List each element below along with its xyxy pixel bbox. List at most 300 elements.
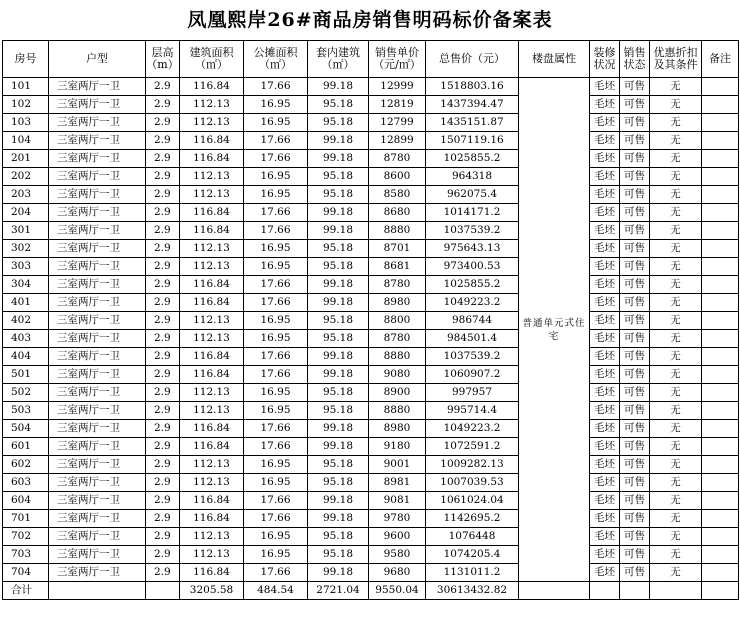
cell-total-price: 1435151.87 [426,114,519,132]
cell-discount: 无 [650,438,702,456]
cell-unit-price: 9580 [369,546,426,564]
cell-type: 三室两厅一卫 [49,204,146,222]
cell-discount: 无 [650,132,702,150]
cell-remark [702,222,739,240]
cell-remark [702,348,739,366]
cell-floor-height: 2.9 [146,132,180,150]
table-row [3,114,739,132]
totals-inner-area: 2721.04 [308,582,369,600]
table-row [3,168,739,186]
totals-empty-cell [702,582,739,600]
cell-total-price: 962075.4 [426,186,519,204]
cell-unit-price: 8980 [369,294,426,312]
cell-floor-height: 2.9 [146,312,180,330]
cell-decoration: 毛坯 [590,348,620,366]
totals-label: 合计 [3,582,49,600]
cell-sale-status: 可售 [620,564,650,582]
cell-sale-status: 可售 [620,474,650,492]
cell-sale-status: 可售 [620,456,650,474]
cell-room: 202 [3,168,49,186]
table-row [3,348,739,366]
table-row [3,384,739,402]
cell-building-area: 116.84 [180,150,244,168]
cell-total-price: 1037539.2 [426,222,519,240]
cell-total-price: 1049223.2 [426,420,519,438]
cell-room: 103 [3,114,49,132]
document-title: 凤凰熙岸26#商品房销售明码标价备案表 [187,9,553,31]
cell-room: 302 [3,240,49,258]
cell-sale-status: 可售 [620,132,650,150]
cell-inner-area: 99.18 [308,348,369,366]
cell-shared-area: 17.66 [244,204,308,222]
cell-type: 三室两厅一卫 [49,564,146,582]
cell-inner-area: 99.18 [308,276,369,294]
cell-building-area: 112.13 [180,528,244,546]
cell-unit-price: 9081 [369,492,426,510]
cell-discount: 无 [650,564,702,582]
table-row [3,402,739,420]
cell-sale-status: 可售 [620,276,650,294]
cell-floor-height: 2.9 [146,222,180,240]
cell-building-area: 116.84 [180,420,244,438]
cell-sale-status: 可售 [620,204,650,222]
table-body [3,78,739,582]
cell-floor-height: 2.9 [146,330,180,348]
cell-unit-price: 8880 [369,402,426,420]
cell-type: 三室两厅一卫 [49,456,146,474]
cell-sale-status: 可售 [620,528,650,546]
cell-building-area: 116.84 [180,204,244,222]
cell-room: 604 [3,492,49,510]
cell-remark [702,168,739,186]
cell-inner-area: 95.18 [308,402,369,420]
cell-total-price: 1061024.04 [426,492,519,510]
cell-unit-price: 9080 [369,366,426,384]
cell-sale-status: 可售 [620,186,650,204]
cell-total-price: 997957 [426,384,519,402]
cell-unit-price: 9780 [369,510,426,528]
cell-shared-area: 17.66 [244,132,308,150]
cell-decoration: 毛坯 [590,474,620,492]
cell-unit-price: 8981 [369,474,426,492]
cell-total-price: 1131011.2 [426,564,519,582]
cell-sale-status: 可售 [620,96,650,114]
cell-building-area: 116.84 [180,222,244,240]
cell-room: 104 [3,132,49,150]
cell-decoration: 毛坯 [590,204,620,222]
cell-discount: 无 [650,492,702,510]
cell-remark [702,204,739,222]
cell-total-price: 1014171.2 [426,204,519,222]
cell-discount: 无 [650,96,702,114]
cell-room: 304 [3,276,49,294]
cell-inner-area: 95.18 [308,528,369,546]
cell-total-price: 1142695.2 [426,510,519,528]
cell-remark [702,546,739,564]
cell-building-area: 112.13 [180,114,244,132]
cell-decoration: 毛坯 [590,456,620,474]
cell-shared-area: 16.95 [244,546,308,564]
cell-inner-area: 95.18 [308,384,369,402]
cell-floor-height: 2.9 [146,402,180,420]
cell-discount: 无 [650,330,702,348]
cell-floor-height: 2.9 [146,564,180,582]
table-row [3,330,739,348]
cell-type: 三室两厅一卫 [49,330,146,348]
cell-total-price: 1518803.16 [426,78,519,96]
cell-type: 三室两厅一卫 [49,402,146,420]
cell-shared-area: 17.66 [244,564,308,582]
cell-unit-price: 12799 [369,114,426,132]
cell-type: 三室两厅一卫 [49,186,146,204]
table-row [3,96,739,114]
cell-shared-area: 16.95 [244,330,308,348]
cell-room: 502 [3,384,49,402]
cell-decoration: 毛坯 [590,438,620,456]
cell-building-area: 116.84 [180,276,244,294]
cell-type: 三室两厅一卫 [49,114,146,132]
cell-floor-height: 2.9 [146,276,180,294]
table-row [3,528,739,546]
cell-inner-area: 95.18 [308,186,369,204]
cell-shared-area: 17.66 [244,294,308,312]
cell-discount: 无 [650,258,702,276]
cell-room: 301 [3,222,49,240]
cell-type: 三室两厅一卫 [49,528,146,546]
cell-inner-area: 99.18 [308,78,369,96]
cell-total-price: 1074205.4 [426,546,519,564]
table-row [3,78,739,96]
cell-unit-price: 8780 [369,150,426,168]
cell-type: 三室两厅一卫 [49,348,146,366]
header-shared-area: 公摊面积（㎡） [244,41,308,78]
table-row [3,456,739,474]
header-total-price: 总售价（元） [426,41,519,78]
cell-remark [702,402,739,420]
cell-floor-height: 2.9 [146,420,180,438]
cell-room: 603 [3,474,49,492]
cell-building-area: 116.84 [180,492,244,510]
cell-room: 102 [3,96,49,114]
cell-shared-area: 17.66 [244,438,308,456]
table-row [3,204,739,222]
cell-type: 三室两厅一卫 [49,168,146,186]
cell-shared-area: 16.95 [244,258,308,276]
cell-shared-area: 16.95 [244,168,308,186]
cell-total-price: 1060907.2 [426,366,519,384]
cell-decoration: 毛坯 [590,564,620,582]
cell-building-area: 116.84 [180,348,244,366]
cell-inner-area: 99.18 [308,294,369,312]
cell-remark [702,492,739,510]
cell-shared-area: 16.95 [244,528,308,546]
cell-property: 普通单元式住宅 [519,78,590,582]
cell-type: 三室两厅一卫 [49,240,146,258]
cell-type: 三室两厅一卫 [49,384,146,402]
cell-inner-area: 95.18 [308,456,369,474]
cell-decoration: 毛坯 [590,384,620,402]
cell-decoration: 毛坯 [590,168,620,186]
cell-decoration: 毛坯 [590,492,620,510]
totals-empty-cell [590,582,620,600]
cell-shared-area: 16.95 [244,384,308,402]
cell-floor-height: 2.9 [146,528,180,546]
cell-total-price: 1507119.16 [426,132,519,150]
cell-decoration: 毛坯 [590,366,620,384]
cell-discount: 无 [650,240,702,258]
cell-unit-price: 12899 [369,132,426,150]
table-row [3,258,739,276]
cell-type: 三室两厅一卫 [49,258,146,276]
cell-floor-height: 2.9 [146,78,180,96]
cell-inner-area: 99.18 [308,222,369,240]
cell-floor-height: 2.9 [146,204,180,222]
table-row [3,564,739,582]
cell-floor-height: 2.9 [146,456,180,474]
cell-total-price: 975643.13 [426,240,519,258]
cell-inner-area: 99.18 [308,492,369,510]
totals-empty-cell [49,582,146,600]
table-row [3,132,739,150]
cell-remark [702,132,739,150]
cell-discount: 无 [650,546,702,564]
cell-type: 三室两厅一卫 [49,510,146,528]
cell-remark [702,528,739,546]
cell-shared-area: 16.95 [244,402,308,420]
cell-discount: 无 [650,528,702,546]
cell-type: 三室两厅一卫 [49,222,146,240]
cell-building-area: 112.13 [180,96,244,114]
cell-discount: 无 [650,402,702,420]
cell-shared-area: 16.95 [244,456,308,474]
cell-room: 501 [3,366,49,384]
cell-inner-area: 95.18 [308,474,369,492]
cell-unit-price: 8680 [369,204,426,222]
cell-sale-status: 可售 [620,294,650,312]
cell-building-area: 116.84 [180,510,244,528]
cell-remark [702,186,739,204]
cell-total-price: 984501.4 [426,330,519,348]
cell-remark [702,510,739,528]
cell-sale-status: 可售 [620,510,650,528]
cell-type: 三室两厅一卫 [49,546,146,564]
cell-total-price: 1025855.2 [426,276,519,294]
cell-sale-status: 可售 [620,492,650,510]
cell-unit-price: 8701 [369,240,426,258]
cell-floor-height: 2.9 [146,438,180,456]
cell-type: 三室两厅一卫 [49,312,146,330]
cell-remark [702,96,739,114]
cell-unit-price: 8880 [369,222,426,240]
cell-unit-price: 8681 [369,258,426,276]
cell-type: 三室两厅一卫 [49,492,146,510]
cell-decoration: 毛坯 [590,78,620,96]
cell-sale-status: 可售 [620,222,650,240]
cell-sale-status: 可售 [620,438,650,456]
cell-inner-area: 95.18 [308,96,369,114]
cell-floor-height: 2.9 [146,168,180,186]
cell-building-area: 112.13 [180,402,244,420]
cell-unit-price: 8580 [369,186,426,204]
cell-decoration: 毛坯 [590,150,620,168]
table-row [3,186,739,204]
cell-decoration: 毛坯 [590,222,620,240]
cell-type: 三室两厅一卫 [49,150,146,168]
cell-shared-area: 17.66 [244,492,308,510]
totals-empty-cell [620,582,650,600]
cell-shared-area: 16.95 [244,96,308,114]
cell-remark [702,456,739,474]
cell-building-area: 116.84 [180,564,244,582]
cell-room: 504 [3,420,49,438]
cell-sale-status: 可售 [620,150,650,168]
header-inner-area: 套内建筑（㎡） [308,41,369,78]
cell-building-area: 112.13 [180,240,244,258]
cell-remark [702,330,739,348]
cell-room: 704 [3,564,49,582]
cell-unit-price: 8780 [369,330,426,348]
cell-decoration: 毛坯 [590,510,620,528]
cell-total-price: 1072591.2 [426,438,519,456]
cell-decoration: 毛坯 [590,276,620,294]
header-remark: 备注 [702,41,739,78]
cell-building-area: 112.13 [180,258,244,276]
cell-inner-area: 99.18 [308,366,369,384]
cell-decoration: 毛坯 [590,330,620,348]
table-row [3,474,739,492]
totals-empty-cell [146,582,180,600]
cell-room: 203 [3,186,49,204]
cell-discount: 无 [650,312,702,330]
cell-type: 三室两厅一卫 [49,132,146,150]
cell-total-price: 1007039.53 [426,474,519,492]
cell-inner-area: 99.18 [308,438,369,456]
cell-type: 三室两厅一卫 [49,96,146,114]
cell-inner-area: 99.18 [308,204,369,222]
header-sale-status: 销售状态 [620,41,650,78]
cell-inner-area: 95.18 [308,168,369,186]
totals-building-area: 3205.58 [180,582,244,600]
cell-inner-area: 99.18 [308,420,369,438]
cell-discount: 无 [650,366,702,384]
cell-floor-height: 2.9 [146,294,180,312]
cell-sale-status: 可售 [620,312,650,330]
cell-inner-area: 95.18 [308,240,369,258]
cell-room: 401 [3,294,49,312]
cell-inner-area: 95.18 [308,330,369,348]
cell-floor-height: 2.9 [146,186,180,204]
cell-room: 201 [3,150,49,168]
cell-remark [702,366,739,384]
header-floor-height: 层高（m） [146,41,180,78]
cell-sale-status: 可售 [620,258,650,276]
cell-shared-area: 17.66 [244,420,308,438]
cell-inner-area: 95.18 [308,114,369,132]
cell-building-area: 116.84 [180,78,244,96]
cell-type: 三室两厅一卫 [49,366,146,384]
table-row [3,510,739,528]
table-row [3,276,739,294]
cell-decoration: 毛坯 [590,240,620,258]
cell-unit-price: 8980 [369,420,426,438]
cell-discount: 无 [650,420,702,438]
cell-building-area: 112.13 [180,456,244,474]
cell-unit-price: 9001 [369,456,426,474]
cell-discount: 无 [650,456,702,474]
cell-unit-price: 8800 [369,312,426,330]
cell-decoration: 毛坯 [590,186,620,204]
cell-shared-area: 17.66 [244,276,308,294]
cell-shared-area: 16.95 [244,240,308,258]
cell-discount: 无 [650,150,702,168]
cell-sale-status: 可售 [620,384,650,402]
cell-sale-status: 可售 [620,402,650,420]
cell-remark [702,150,739,168]
cell-type: 三室两厅一卫 [49,276,146,294]
cell-shared-area: 17.66 [244,366,308,384]
cell-total-price: 973400.53 [426,258,519,276]
table-row [3,294,739,312]
cell-sale-status: 可售 [620,366,650,384]
cell-shared-area: 17.66 [244,150,308,168]
table-row [3,222,739,240]
cell-remark [702,240,739,258]
cell-unit-price: 8900 [369,384,426,402]
cell-building-area: 112.13 [180,330,244,348]
cell-building-area: 112.13 [180,384,244,402]
cell-sale-status: 可售 [620,78,650,96]
totals-shared-area: 484.54 [244,582,308,600]
cell-unit-price: 8600 [369,168,426,186]
cell-total-price: 1076448 [426,528,519,546]
cell-unit-price: 12819 [369,96,426,114]
totals-unit-price: 9550.04 [369,582,426,600]
header-property: 楼盘属性 [519,41,590,78]
cell-discount: 无 [650,348,702,366]
cell-floor-height: 2.9 [146,240,180,258]
cell-sale-status: 可售 [620,240,650,258]
cell-room: 303 [3,258,49,276]
cell-inner-area: 99.18 [308,510,369,528]
cell-decoration: 毛坯 [590,546,620,564]
cell-building-area: 112.13 [180,186,244,204]
cell-total-price: 1049223.2 [426,294,519,312]
cell-unit-price: 9680 [369,564,426,582]
price-table [2,40,739,600]
cell-remark [702,420,739,438]
cell-remark [702,78,739,96]
cell-room: 402 [3,312,49,330]
cell-remark [702,114,739,132]
cell-sale-status: 可售 [620,114,650,132]
header-decoration: 装修状况 [590,41,620,78]
cell-discount: 无 [650,78,702,96]
header-row [3,41,739,78]
cell-floor-height: 2.9 [146,366,180,384]
cell-unit-price: 8780 [369,276,426,294]
cell-remark [702,438,739,456]
cell-floor-height: 2.9 [146,348,180,366]
cell-unit-price: 8880 [369,348,426,366]
cell-decoration: 毛坯 [590,528,620,546]
cell-floor-height: 2.9 [146,474,180,492]
cell-sale-status: 可售 [620,330,650,348]
totals-empty-cell [519,582,590,600]
cell-floor-height: 2.9 [146,510,180,528]
cell-sale-status: 可售 [620,168,650,186]
cell-type: 三室两厅一卫 [49,294,146,312]
totals-row [3,582,739,600]
